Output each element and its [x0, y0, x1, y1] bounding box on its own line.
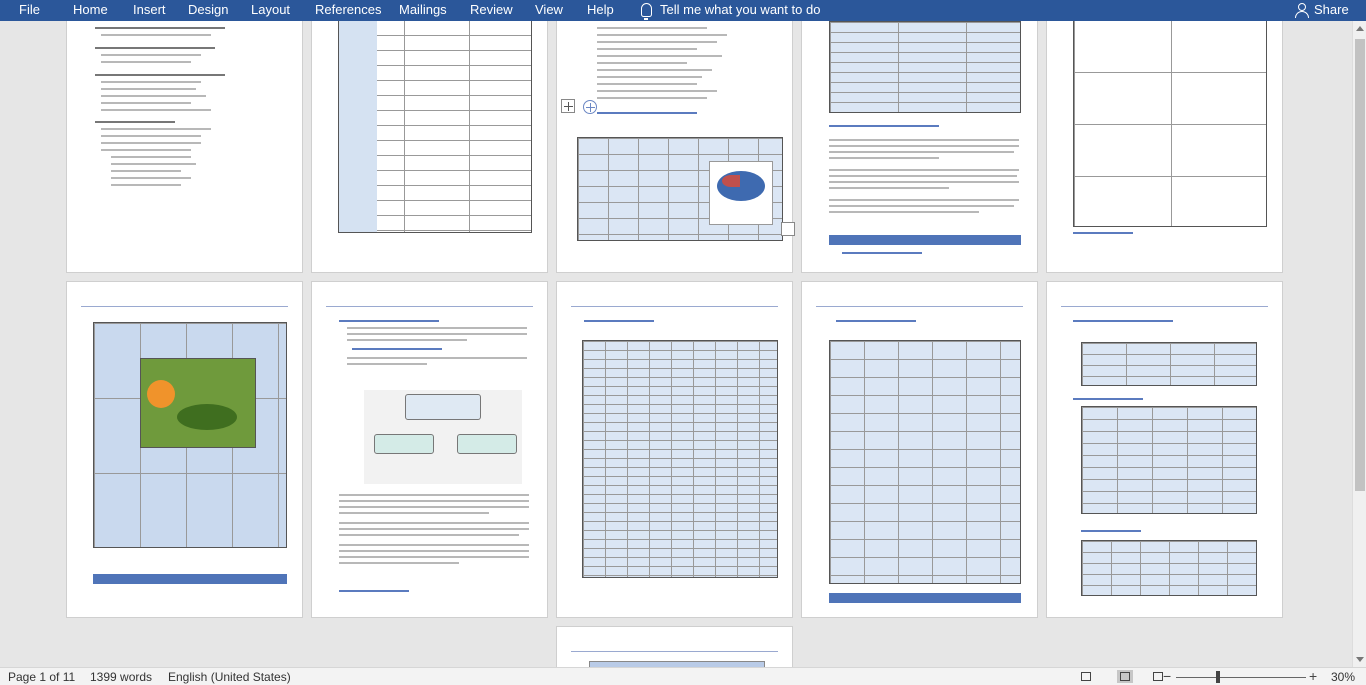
page-thumbnail-1[interactable]: [66, 21, 303, 273]
zoom-slider[interactable]: [1176, 677, 1306, 678]
menu-home[interactable]: Home: [73, 2, 108, 17]
menu-insert[interactable]: Insert: [133, 2, 166, 17]
person-icon: [1294, 3, 1308, 17]
read-mode-button[interactable]: [1078, 670, 1094, 683]
zoom-level[interactable]: 30%: [1331, 670, 1356, 684]
book-icon: [1081, 672, 1091, 681]
menu-references[interactable]: References: [315, 2, 382, 17]
menu-file[interactable]: File: [19, 2, 40, 17]
menu-help[interactable]: Help: [587, 2, 614, 17]
table-move-handle[interactable]: [561, 99, 575, 113]
zoom-out-button[interactable]: −: [1163, 668, 1172, 684]
status-bar: [0, 667, 1366, 685]
page-thumbnail-10[interactable]: [1046, 281, 1283, 618]
page-thumbnail-5[interactable]: [1046, 21, 1283, 273]
share-label: Share: [1314, 2, 1349, 17]
scroll-down-icon[interactable]: [1356, 657, 1364, 662]
web-icon: [1153, 672, 1163, 681]
vertical-scrollbar[interactable]: [1352, 21, 1366, 667]
page-thumbnail-6[interactable]: [66, 281, 303, 618]
page-thumbnail-3[interactable]: [556, 21, 793, 273]
page-thumbnail-4[interactable]: [801, 21, 1038, 273]
scrollbar-thumb[interactable]: [1355, 39, 1365, 491]
language-indicator[interactable]: English (United States): [168, 670, 291, 684]
menu-view[interactable]: View: [535, 2, 563, 17]
zoom-in-button[interactable]: +: [1309, 668, 1318, 684]
page-thumbnail-7[interactable]: [311, 281, 548, 618]
menu-design[interactable]: Design: [188, 2, 229, 17]
page-thumbnail-11[interactable]: [556, 626, 793, 667]
ribbon-menu-bar: [0, 0, 1366, 21]
page-thumbnail-8[interactable]: [556, 281, 793, 618]
menu-layout[interactable]: Layout: [251, 2, 291, 17]
share-button[interactable]: [1294, 2, 1349, 18]
tell-me-box[interactable]: [641, 2, 820, 18]
scroll-up-icon[interactable]: [1356, 26, 1364, 31]
menu-mailings[interactable]: Mailings: [399, 2, 447, 17]
print-layout-button[interactable]: [1117, 670, 1133, 683]
page-thumbnail-9[interactable]: [801, 281, 1038, 618]
page-indicator[interactable]: Page 1 of 11: [8, 670, 76, 684]
tell-me-label: Tell me what you want to do: [660, 2, 821, 17]
zoom-slider-thumb[interactable]: [1216, 671, 1220, 683]
add-row-handle[interactable]: [583, 100, 597, 114]
menu-review[interactable]: Review: [470, 2, 513, 17]
lightbulb-icon: [641, 3, 652, 17]
word-count[interactable]: 1399 words: [90, 670, 153, 684]
page-icon: [1120, 672, 1130, 681]
page-thumbnail-2[interactable]: [311, 21, 548, 273]
document-canvas[interactable]: [0, 21, 1352, 667]
table-resize-handle[interactable]: [781, 222, 795, 236]
